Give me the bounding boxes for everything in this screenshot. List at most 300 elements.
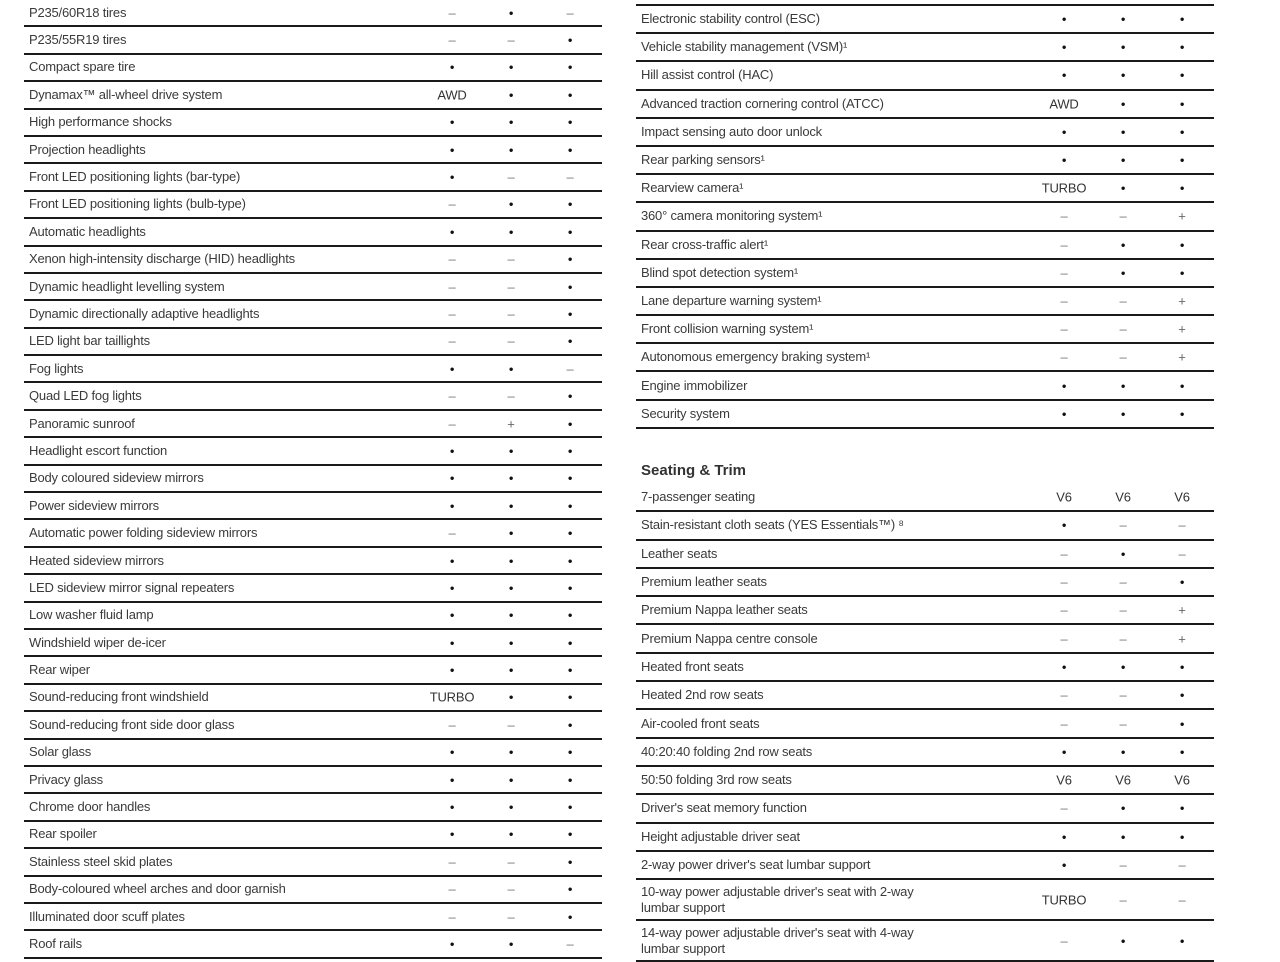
trim-availability-cell: – [566,936,574,952]
trim-availability-cell: • [508,224,514,240]
trim-availability-cell: V6 [1056,772,1072,788]
trim-availability-cell: • [1179,152,1185,168]
trim-availability-cell: • [508,87,514,103]
feature-label: 50:50 folding 3rd row seats [641,772,792,788]
trim-availability-cell: – [448,333,456,349]
feature-row [24,493,602,520]
feature-row [636,569,1214,597]
feature-label: Heated front seats [641,658,744,674]
trim-availability-cell: • [1061,152,1067,168]
feature-row [24,548,602,575]
feature-label: Advanced traction cornering control (ATCC) [641,95,884,111]
feature-row [24,329,602,356]
trim-availability-cell: V6 [1056,489,1072,505]
trim-availability-cell: • [1179,744,1185,760]
trim-availability-cell: – [507,717,515,733]
trim-availability-cell: • [508,662,514,678]
trim-availability-cell: • [1179,265,1185,281]
trim-availability-cell: – [1119,857,1127,873]
trim-availability-cell: • [567,32,573,48]
feature-row [636,344,1214,372]
trim-availability-cell: • [1120,67,1126,83]
feature-label: Projection headlights [29,141,146,157]
trim-availability-cell: • [1120,800,1126,816]
feature-label: 7-passenger seating [641,489,755,505]
trim-availability-cell: • [508,772,514,788]
feature-label: Low washer fluid lamp [29,607,154,623]
trim-availability-cell: • [508,525,514,541]
trim-availability-cell: • [1179,124,1185,140]
feature-row [636,119,1214,147]
feature-label: Body-coloured wheel arches and door garnish [29,881,286,897]
feature-label: Rearview camera¹ [641,180,744,196]
trim-availability-cell: + [1178,631,1186,647]
trim-availability-cell: • [1179,39,1185,55]
trim-availability-cell: • [567,662,573,678]
trim-availability-cell: • [567,854,573,870]
feature-label: Power sideview mirrors [29,497,159,513]
trim-availability-cell: – [1060,602,1068,618]
seating-trim-list [636,484,1214,962]
trim-availability-cell: • [508,607,514,623]
feature-label: Windshield wiper de-icer [29,634,166,650]
trim-availability-cell: – [1060,208,1068,224]
feature-row [636,232,1214,260]
trim-availability-cell: – [507,388,515,404]
trim-availability-cell: – [1060,631,1068,647]
trim-availability-cell: – [1119,293,1127,309]
trim-availability-cell: • [508,936,514,952]
trim-availability-cell: – [448,32,456,48]
trim-availability-cell: – [448,416,456,432]
trim-availability-cell: – [448,196,456,212]
feature-row [24,931,602,958]
trim-availability-cell: • [1120,39,1126,55]
feature-row [636,34,1214,62]
trim-availability-cell: • [567,306,573,322]
trim-availability-cell: • [449,114,455,130]
trim-availability-cell: • [508,361,514,377]
feature-row [636,6,1214,34]
trim-availability-cell: • [1061,744,1067,760]
trim-availability-cell: • [508,744,514,760]
feature-label: Chrome door handles [29,799,151,815]
feature-label: Blind spot detection system¹ [641,264,798,280]
trim-availability-cell: • [1120,11,1126,27]
feature-label: 10-way power adjustable driver's seat with 2-way lumbar support [641,883,914,915]
feature-row [24,740,602,767]
trim-availability-cell: – [507,32,515,48]
trim-availability-cell: • [449,936,455,952]
feature-label: Air-cooled front seats [641,715,760,731]
feature-row [24,82,602,109]
trim-availability-cell: – [448,279,456,295]
trim-availability-cell: • [1061,39,1067,55]
feature-row [636,921,1214,962]
trim-availability-cell: – [1119,517,1127,533]
trim-availability-cell: – [1119,602,1127,618]
feature-label: LED light bar taillights [29,333,150,349]
trim-availability-cell: • [508,635,514,651]
trim-availability-cell: • [508,59,514,75]
trim-availability-cell: – [1060,265,1068,281]
trim-availability-cell: • [449,580,455,596]
feature-label: Premium Nappa leather seats [641,602,808,618]
trim-availability-cell: V6 [1174,489,1190,505]
feature-row [636,541,1214,569]
trim-availability-cell: TURBO [1041,892,1087,908]
trim-availability-cell: – [566,169,574,185]
feature-row [636,654,1214,682]
trim-availability-cell: • [1061,517,1067,533]
feature-label: Automatic headlights [29,223,146,239]
feature-label: Roof rails [29,935,82,951]
feature-label: Headlight escort function [29,442,168,458]
feature-label: Privacy glass [29,771,103,787]
feature-row [24,794,602,821]
feature-row [24,274,602,301]
trim-availability-cell: – [1060,687,1068,703]
feature-label: P235/60R18 tires [29,4,127,20]
feature-row [24,137,602,164]
feature-row [636,824,1214,852]
trim-availability-cell: • [1120,180,1126,196]
feature-row [24,247,602,274]
trim-availability-cell: • [567,881,573,897]
feature-label: 40:20:40 folding 2nd row seats [641,743,813,759]
trim-availability-cell: – [448,5,456,21]
trim-availability-cell: • [1120,96,1126,112]
feature-row [24,219,602,246]
safety-features-list [636,4,1214,429]
feature-label: Rear wiper [29,662,90,678]
trim-availability-cell: + [1178,208,1186,224]
feature-label: P235/55R19 tires [29,32,127,48]
trim-availability-cell: • [1061,11,1067,27]
feature-row [636,880,1214,921]
feature-row [24,356,602,383]
feature-label: High performance shocks [29,114,172,130]
feature-row [24,877,602,904]
trim-availability-cell: • [1179,574,1185,590]
trim-availability-cell: • [508,580,514,596]
trim-availability-cell: • [567,717,573,733]
trim-availability-cell: • [567,607,573,623]
feature-row [24,822,602,849]
trim-availability-cell: • [508,443,514,459]
trim-availability-cell: – [1178,857,1186,873]
feature-row [24,164,602,191]
trim-availability-cell: • [1179,687,1185,703]
trim-availability-cell: • [449,224,455,240]
trim-availability-cell: AWD [1049,96,1079,112]
trim-availability-cell: • [567,799,573,815]
trim-availability-cell: • [508,689,514,705]
trim-availability-cell: – [1119,208,1127,224]
trim-availability-cell: • [1120,378,1126,394]
trim-availability-cell: – [448,909,456,925]
trim-availability-cell: • [1061,857,1067,873]
feature-row [24,712,602,739]
trim-availability-cell: • [1179,378,1185,394]
feature-row [24,685,602,712]
trim-availability-cell: • [567,498,573,514]
feature-row [24,27,602,54]
trim-availability-cell: – [1178,517,1186,533]
trim-availability-cell: • [449,169,455,185]
feature-label: Hill assist control (HAC) [641,67,774,83]
feature-label: Dynamic directionally adaptive headlights [29,305,260,321]
feature-row [636,710,1214,738]
trim-availability-cell: – [507,333,515,349]
feature-row [636,62,1214,90]
trim-availability-cell: • [1179,829,1185,845]
feature-label: Dynamic headlight levelling system [29,278,225,294]
trim-availability-cell: – [507,169,515,185]
feature-row [24,520,602,547]
feature-row [24,575,602,602]
feature-row [24,904,602,931]
trim-availability-cell: – [1178,892,1186,908]
feature-row [636,91,1214,119]
feature-label: Engine immobilizer [641,377,748,393]
trim-availability-cell: + [1178,321,1186,337]
feature-label: Front LED positioning lights (bar-type) [29,169,241,185]
trim-availability-cell: • [508,498,514,514]
feature-label: Sound-reducing front windshield [29,689,209,705]
feature-row [24,657,602,684]
feature-row [636,147,1214,175]
feature-row [24,383,602,410]
trim-availability-cell: • [508,799,514,815]
feature-row [636,597,1214,625]
trim-availability-cell: – [1060,349,1068,365]
feature-row [24,603,602,630]
trim-availability-cell: • [449,662,455,678]
trim-availability-cell: – [1119,321,1127,337]
trim-availability-cell: • [567,744,573,760]
trim-availability-cell: • [1179,180,1185,196]
trim-availability-cell: + [1178,602,1186,618]
trim-availability-cell: • [449,498,455,514]
trim-availability-cell: • [567,251,573,267]
feature-row [24,411,602,438]
trim-availability-cell: – [448,251,456,267]
trim-availability-cell: – [1119,687,1127,703]
feature-row [636,795,1214,823]
trim-availability-cell: • [1120,546,1126,562]
trim-availability-cell: AWD [437,87,467,103]
feature-label: 14-way power adjustable driver's seat with 4-way lumbar support [641,924,914,956]
feature-label: Security system [641,405,730,421]
trim-availability-cell: • [567,689,573,705]
feature-row [24,192,602,219]
trim-availability-cell: • [1061,67,1067,83]
feature-row [636,767,1214,795]
feature-label: Driver's seat memory function [641,800,807,816]
trim-availability-cell: • [567,388,573,404]
feature-label: Leather seats [641,545,718,561]
trim-availability-cell: + [1178,349,1186,365]
feature-label: Heated 2nd row seats [641,687,764,703]
trim-availability-cell: – [507,306,515,322]
feature-label: Vehicle stability management (VSM)¹ [641,39,848,55]
trim-availability-cell: • [1061,829,1067,845]
feature-label: Lane departure warning system¹ [641,292,822,308]
trim-availability-cell: • [508,196,514,212]
feature-row [24,466,602,493]
trim-availability-cell: • [449,361,455,377]
trim-availability-cell: • [449,443,455,459]
feature-row [636,852,1214,880]
trim-availability-cell: • [449,553,455,568]
feature-row [636,175,1214,203]
feature-row [24,767,602,794]
section-title-seating-trim: Seating & Trim [641,462,747,479]
trim-availability-cell: – [448,881,456,897]
trim-availability-cell: • [567,525,573,541]
feature-label: Panoramic sunroof [29,415,135,431]
feature-label: Electronic stability control (ESC) [641,11,820,27]
trim-availability-cell: – [1060,716,1068,732]
trim-availability-cell: • [449,772,455,788]
trim-availability-cell: • [1120,744,1126,760]
trim-availability-cell: • [1061,406,1067,422]
trim-availability-cell: • [1120,406,1126,422]
trim-availability-cell: • [449,607,455,623]
feature-label: Quad LED fog lights [29,388,142,404]
trim-availability-cell: – [448,525,456,541]
trim-availability-cell: – [1060,321,1068,337]
trim-availability-cell: – [507,251,515,267]
trim-availability-cell: V6 [1115,772,1131,788]
trim-availability-cell: • [567,553,573,568]
trim-availability-cell: – [1119,631,1127,647]
trim-availability-cell: • [508,5,514,21]
trim-availability-cell: • [567,224,573,240]
feature-label: Fog lights [29,360,84,376]
trim-availability-cell: • [1179,11,1185,27]
trim-availability-cell: • [1120,237,1126,253]
trim-availability-cell: • [508,553,514,568]
feature-row [636,372,1214,400]
feature-label: Rear cross-traffic alert¹ [641,236,768,252]
trim-availability-cell: • [567,87,573,103]
trim-availability-cell: • [449,59,455,75]
feature-label: Rear parking sensors¹ [641,152,765,168]
trim-availability-cell: • [1120,829,1126,845]
feature-label: Dynamax™ all-wheel drive system [29,86,223,102]
trim-availability-cell: – [448,306,456,322]
trim-availability-cell: • [1179,96,1185,112]
feature-row [24,55,602,82]
feature-row [24,438,602,465]
trim-availability-cell: – [1060,546,1068,562]
feature-label: Xenon high-intensity discharge (HID) headlights [29,251,295,267]
feature-row [636,260,1214,288]
trim-availability-cell: • [1120,124,1126,140]
trim-availability-cell: • [449,142,455,158]
trim-availability-cell: V6 [1174,772,1190,788]
feature-label: Compact spare tire [29,59,136,75]
trim-availability-cell: – [1060,293,1068,309]
feature-label: Premium Nappa centre console [641,630,818,646]
trim-availability-cell: • [508,470,514,486]
trim-availability-cell: • [508,114,514,130]
feature-row [636,739,1214,767]
feature-row [24,110,602,137]
trim-availability-cell: • [1179,659,1185,675]
trim-availability-cell: – [1178,546,1186,562]
trim-availability-cell: – [1119,574,1127,590]
feature-row [24,849,602,876]
trim-availability-cell: • [1179,933,1185,949]
trim-availability-cell: – [1060,800,1068,816]
trim-availability-cell: • [567,196,573,212]
trim-availability-cell: – [1119,716,1127,732]
trim-availability-cell: • [449,826,455,842]
feature-row [636,625,1214,653]
trim-availability-cell: – [1119,892,1127,908]
trim-availability-cell: • [1120,659,1126,675]
exterior-features-table [24,0,602,959]
feature-label: Rear spoiler [29,826,97,842]
feature-row [636,512,1214,540]
trim-availability-cell: – [448,854,456,870]
trim-availability-cell: • [567,909,573,925]
feature-row [636,682,1214,710]
trim-availability-cell: • [1179,800,1185,816]
trim-availability-cell: • [567,470,573,486]
feature-label: 2-way power driver's seat lumbar support [641,857,871,872]
feature-row [636,484,1214,512]
trim-availability-cell: • [567,772,573,788]
trim-availability-cell: • [567,826,573,842]
trim-availability-cell: • [567,142,573,158]
feature-row [636,316,1214,344]
trim-availability-cell: • [1061,378,1067,394]
feature-label: Autonomous emergency braking system¹ [641,349,871,365]
trim-availability-cell: – [507,854,515,870]
feature-label: Automatic power folding sideview mirrors [29,525,258,541]
trim-availability-cell: • [567,580,573,596]
trim-availability-cell: • [1179,237,1185,253]
feature-label: Premium leather seats [641,574,767,590]
trim-availability-cell: – [1119,349,1127,365]
trim-availability-cell: • [1061,124,1067,140]
trim-availability-cell: – [566,361,574,377]
trim-availability-cell: – [507,279,515,295]
trim-availability-cell: • [449,635,455,651]
trim-availability-cell: • [449,799,455,815]
trim-availability-cell: – [507,909,515,925]
trim-availability-cell: TURBO [429,689,475,705]
trim-availability-cell: • [449,744,455,760]
feature-label: Impact sensing auto door unlock [641,123,822,139]
feature-row [636,401,1214,429]
feature-label: Stainless steel skid plates [29,853,173,869]
trim-availability-cell: • [1120,265,1126,281]
trim-availability-cell: • [567,279,573,295]
feature-label: LED sideview mirror signal repeaters [29,579,235,595]
feature-row [24,0,602,27]
feature-label: Front collision warning system¹ [641,321,814,337]
trim-availability-cell: – [566,5,574,21]
trim-availability-cell: – [1060,574,1068,590]
trim-availability-cell: • [449,470,455,486]
trim-availability-cell: • [1179,67,1185,83]
trim-availability-cell: – [1060,237,1068,253]
